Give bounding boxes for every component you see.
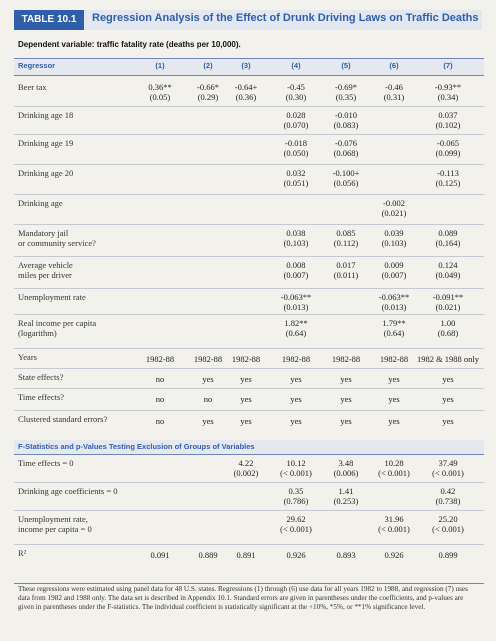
table-cell: -0.063** (0.013) (280, 292, 312, 312)
table-cell: yes (202, 416, 214, 426)
table-cell: yes (240, 416, 252, 426)
table-cell: 1982-88 (281, 354, 311, 364)
table-cell: yes (340, 416, 352, 426)
table-cell: 0.038 (0.103) (283, 228, 309, 248)
row-label: State effects? (18, 372, 64, 382)
row-divider (14, 410, 484, 411)
row-divider (14, 388, 484, 389)
table-cell: -0.010 (0.083) (333, 110, 359, 130)
row-divider (14, 510, 484, 511)
table-cell: -0.091** (0.021) (432, 292, 464, 312)
row-label: Drinking age 20 (18, 168, 74, 178)
table-cell: 0.891 (236, 550, 256, 560)
table-cell: yes (388, 374, 400, 384)
table-cell: -0.063** (0.013) (378, 292, 410, 312)
row-divider (14, 314, 484, 315)
table-cell: 1.82** (0.64) (284, 318, 308, 338)
row-label: Average vehicle miles per driver (18, 260, 73, 280)
table-cell: 0.124 (0.049) (435, 260, 461, 280)
table-cell: 0.032 (0.051) (283, 168, 309, 188)
table-cell: yes (340, 374, 352, 384)
row-label: Unemployment rate (18, 292, 86, 302)
row-divider (14, 256, 484, 257)
row-divider (14, 164, 484, 165)
table-cell: yes (442, 394, 454, 404)
row-divider (14, 224, 484, 225)
table-cell: 31.96 (< 0.001) (378, 514, 410, 534)
table-cell: 0.017 (0.011) (333, 260, 359, 280)
table-cell: 1.00 (0.68) (437, 318, 459, 338)
table-cell: 0.037 (0.102) (435, 110, 461, 130)
table-cell: 0.028 (0.070) (283, 110, 309, 130)
table-cell: yes (442, 374, 454, 384)
table-cell: 0.899 (438, 550, 458, 560)
table-cell: 25.20 (< 0.001) (432, 514, 464, 534)
table-cell: 0.926 (286, 550, 306, 560)
table-cell: 0.089 (0.164) (435, 228, 461, 248)
table-cell: 10.12 (< 0.001) (280, 458, 312, 478)
table-cell: yes (442, 416, 454, 426)
column-header: (2) (203, 61, 213, 70)
row-label: Drinking age (18, 198, 63, 208)
row-label: Mandatory jail or community service? (18, 228, 96, 248)
table-cell: 0.36** (0.05) (148, 82, 172, 102)
table-cell: 0.42 (0.738) (435, 486, 461, 506)
column-header: (1) (155, 61, 165, 70)
row-divider (14, 348, 484, 349)
row-label: R² (18, 548, 27, 558)
row-label: Years (18, 352, 37, 362)
table-cell: yes (340, 394, 352, 404)
column-header: (3) (241, 61, 251, 70)
row-label: Drinking age 19 (18, 138, 74, 148)
row-divider (14, 368, 484, 369)
table-cell: 29.62 (< 0.001) (280, 514, 312, 534)
table-cell: yes (388, 394, 400, 404)
row-divider (14, 134, 484, 135)
column-header: (4) (291, 61, 301, 70)
table-cell: 1982-88 (379, 354, 409, 364)
table-cell: 0.009 (0.007) (381, 260, 407, 280)
table-cell: yes (240, 394, 252, 404)
table-cell: -0.100+ (0.056) (332, 168, 360, 188)
table-cell: -0.45 (0.30) (285, 82, 307, 102)
table-cell: -0.69* (0.35) (335, 82, 357, 102)
row-label: Unemployment rate, income per capita = 0 (18, 514, 92, 534)
row-divider (14, 106, 484, 107)
row-divider (14, 544, 484, 545)
table-cell: 1982 & 1988 only (416, 354, 480, 364)
table-cell: 1.41 (0.253) (333, 486, 359, 506)
table-title: Regression Analysis of the Effect of Drunk Driving Laws on Traffic Deaths (92, 12, 479, 24)
table-cell: yes (290, 374, 302, 384)
table-cell: 0.008 (0.007) (283, 260, 309, 280)
table-cell: yes (388, 416, 400, 426)
dependent-variable: Dependent variable: traffic fatality rate (deaths per 10,000). (18, 40, 241, 49)
column-header: (7) (443, 61, 453, 70)
table-cell: no (155, 394, 165, 404)
table-cell: 37.49 (< 0.001) (432, 458, 464, 478)
row-divider (14, 482, 484, 483)
table-cell: yes (202, 374, 214, 384)
table-cell: 1.79** (0.64) (382, 318, 406, 338)
table-cell: -0.002 (0.021) (381, 198, 407, 218)
table-cell: 1982-88 (145, 354, 175, 364)
column-header: (6) (389, 61, 399, 70)
table-cell: 1982-88 (231, 354, 261, 364)
table-cell: yes (240, 374, 252, 384)
table-cell: 0.889 (198, 550, 218, 560)
row-label: Time effects? (18, 392, 65, 402)
table-cell: no (155, 374, 165, 384)
column-header: (5) (341, 61, 351, 70)
table-cell: -0.93** (0.34) (434, 82, 462, 102)
table-cell: yes (290, 394, 302, 404)
table-cell: -0.46 (0.31) (383, 82, 405, 102)
f-statistics-title: F-Statistics and p-Values Testing Exclusion of Groups of Variables (18, 442, 255, 451)
row-label: Real income per capita (logarithm) (18, 318, 97, 338)
row-label: Drinking age 18 (18, 110, 74, 120)
table-cell: -0.66* (0.29) (197, 82, 219, 102)
table-cell: 0.35 (0.786) (283, 486, 309, 506)
table-cell: 4.22 (0.002) (233, 458, 259, 478)
table-cell: no (203, 394, 213, 404)
row-label: Drinking age coefficients = 0 (18, 486, 118, 496)
bottom-rule (14, 583, 484, 584)
table-cell: 1982-88 (331, 354, 361, 364)
table-cell: 1982-88 (193, 354, 223, 364)
regressor-header: Regressor (18, 61, 56, 70)
table-cell: -0.076 (0.068) (333, 138, 359, 158)
table-cell: 3.48 (0.006) (333, 458, 359, 478)
row-label: Beer tax (18, 82, 47, 92)
table-cell: -0.018 (0.050) (283, 138, 309, 158)
table-cell: yes (290, 416, 302, 426)
table-cell: 0.893 (336, 550, 356, 560)
row-divider (14, 288, 484, 289)
table-label: TABLE 10.1 (14, 10, 84, 30)
table-cell: -0.64+ (0.36) (234, 82, 258, 102)
table-cell: -0.113 (0.125) (435, 168, 461, 188)
table-cell: 0.091 (150, 550, 170, 560)
table-footnote: These regressions were estimated using panel data for 48 U.S. states. Regressions (1) through (6) use data for all years 1982 to 1988, and regression (7) uses data from 1982 and 1988 only. The data set is described in Appendix 10.1. Standard errors are given in parentheses under the coefficients, and p-values are given in parentheses under the F-statistics. The individual coefficient is statistically significant at the +10%, *5%, or **1% significance level. (18, 585, 468, 611)
table-cell: 0.085 (0.112) (333, 228, 359, 248)
row-divider (14, 194, 484, 195)
table-cell: no (155, 416, 165, 426)
table-cell: 0.039 (0.103) (381, 228, 407, 248)
row-label: Clustered standard errors? (18, 414, 108, 424)
row-label: Time effects = 0 (18, 458, 74, 468)
table-cell: -0.065 (0.099) (435, 138, 461, 158)
table-cell: 10.28 (< 0.001) (378, 458, 410, 478)
table-cell: 0.926 (384, 550, 404, 560)
